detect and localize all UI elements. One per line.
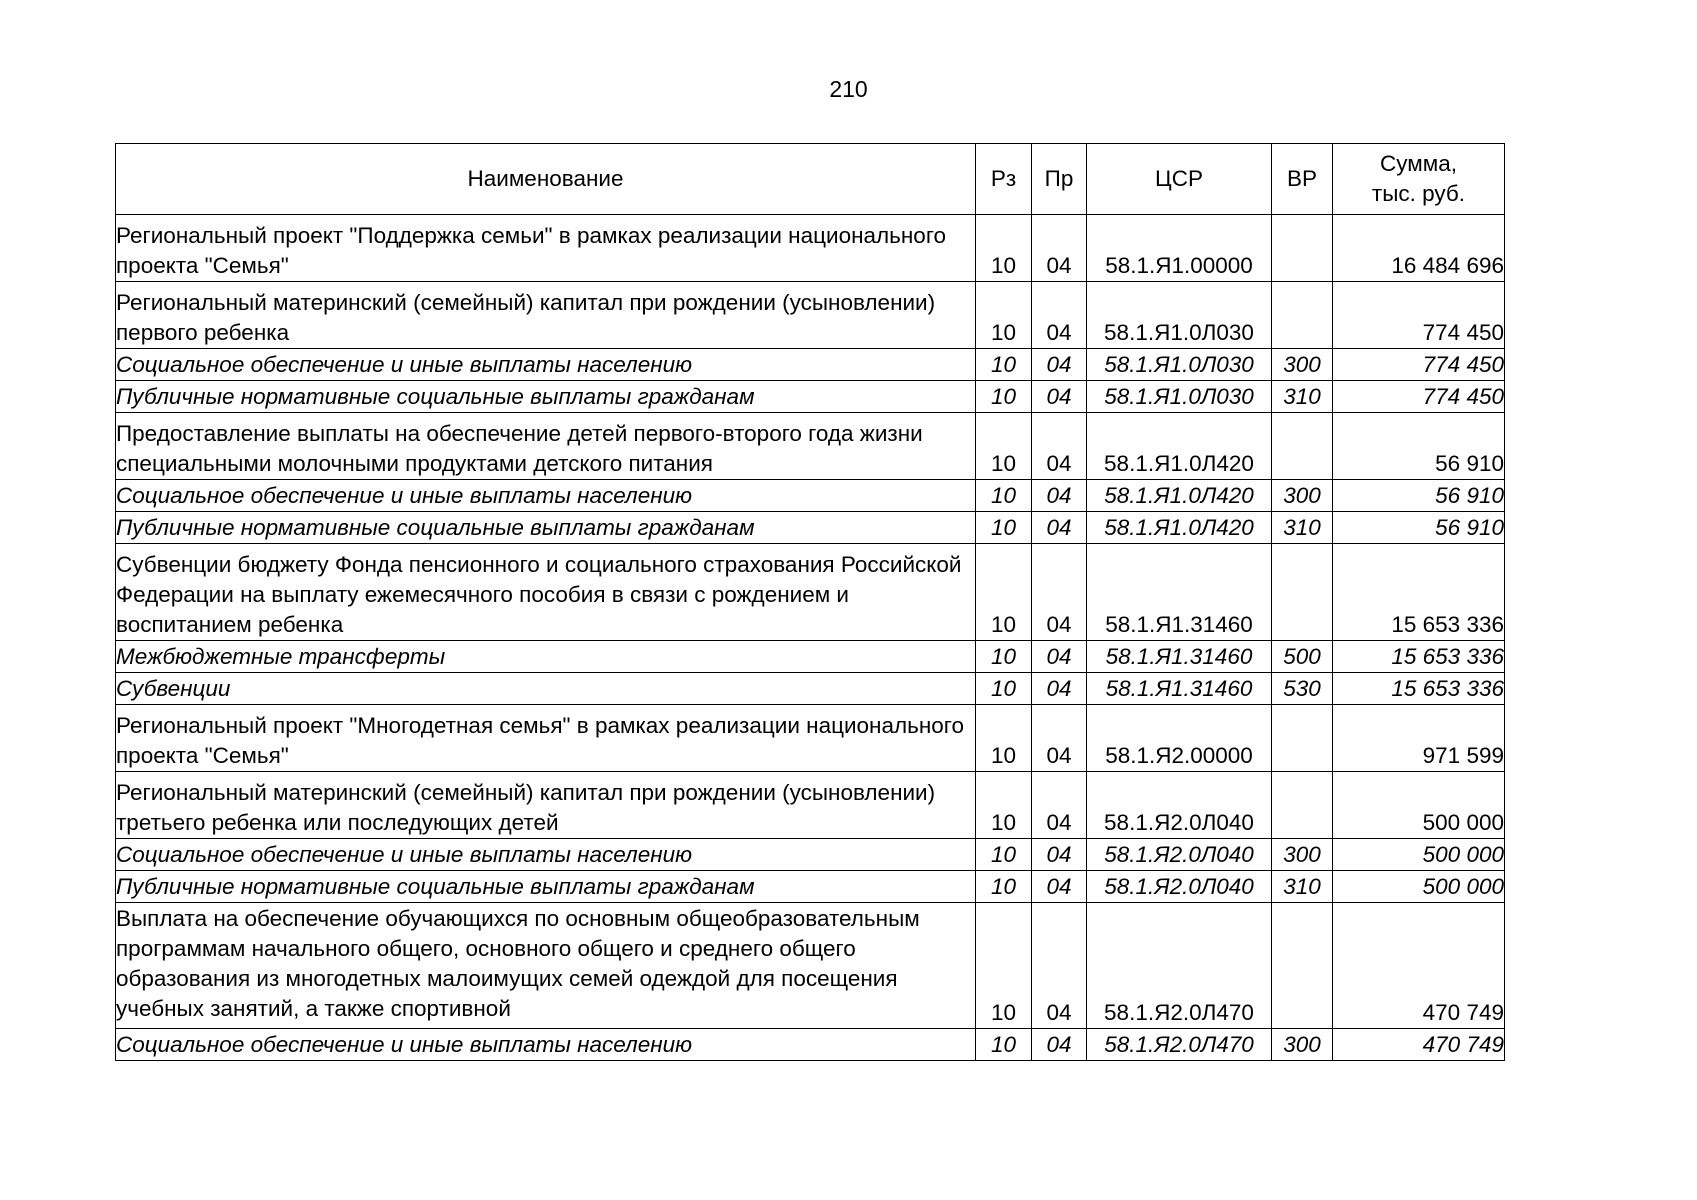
row-csr: 58.1.Я1.31460 [1087, 544, 1272, 641]
row-csr: 58.1.Я1.0Л030 [1087, 381, 1272, 413]
table-row [116, 282, 1505, 349]
row-vr [1272, 413, 1333, 480]
header-vr: ВР [1272, 144, 1333, 215]
table-row [116, 839, 1505, 871]
row-csr: 58.1.Я1.0Л030 [1087, 282, 1272, 349]
row-csr: 58.1.Я1.0Л420 [1087, 512, 1272, 544]
row-rz: 10 [976, 215, 1032, 282]
row-pr: 04 [1032, 705, 1087, 772]
row-vr: 500 [1272, 641, 1333, 673]
row-vr [1272, 705, 1333, 772]
table-row [116, 349, 1505, 381]
row-name: Предоставление выплаты на обеспечение детей первого-второго года жизни специальными молочными продуктами детского питания [116, 413, 976, 480]
table-header-row [116, 144, 1505, 215]
row-pr: 04 [1032, 641, 1087, 673]
header-name: Наименование [116, 144, 976, 215]
row-pr: 04 [1032, 544, 1087, 641]
row-vr [1272, 772, 1333, 839]
row-sum: 56 910 [1333, 480, 1505, 512]
row-csr: 58.1.Я1.31460 [1087, 673, 1272, 705]
row-vr: 310 [1272, 871, 1333, 903]
row-csr: 58.1.Я1.31460 [1087, 641, 1272, 673]
row-name-cell [116, 903, 976, 1029]
header-rz: Рз [976, 144, 1032, 215]
table-row [116, 544, 1505, 641]
row-name: Межбюджетные трансферты [116, 641, 976, 673]
row-sum: 56 910 [1333, 413, 1505, 480]
row-sum: 971 599 [1333, 705, 1505, 772]
table-row [116, 413, 1505, 480]
row-name: Субвенции [116, 673, 976, 705]
row-csr: 58.1.Я2.0Л470 [1087, 903, 1272, 1029]
row-pr: 04 [1032, 673, 1087, 705]
row-name: Региональный проект "Поддержка семьи" в рамках реализации национального проекта "Семья" [116, 215, 976, 282]
table-row [116, 871, 1505, 903]
row-sum: 774 450 [1333, 282, 1505, 349]
row-rz: 10 [976, 772, 1032, 839]
row-name: Социальное обеспечение и иные выплаты населению [116, 480, 976, 512]
header-sum [1333, 144, 1505, 215]
row-vr: 530 [1272, 673, 1333, 705]
row-name: Социальное обеспечение и иные выплаты населению [116, 1029, 976, 1061]
row-pr: 04 [1032, 413, 1087, 480]
row-pr: 04 [1032, 282, 1087, 349]
row-rz: 10 [976, 839, 1032, 871]
row-csr: 58.1.Я1.0Л030 [1087, 349, 1272, 381]
row-rz: 10 [976, 544, 1032, 641]
row-vr [1272, 903, 1333, 1029]
row-vr: 310 [1272, 512, 1333, 544]
row-csr: 58.1.Я1.0Л420 [1087, 413, 1272, 480]
row-rz: 10 [976, 512, 1032, 544]
row-pr: 04 [1032, 349, 1087, 381]
row-name: Социальное обеспечение и иные выплаты населению [116, 839, 976, 871]
table-row [116, 673, 1505, 705]
row-vr [1272, 215, 1333, 282]
row-name: Выплата на обеспечение обучающихся по основным общеобразовательным программам начального общего, основного общего и среднего общего образования из многодетных малоимущих семей одеждой для посещения учебных занятий, а также спортивной [116, 906, 920, 1021]
row-csr: 58.1.Я2.0Л040 [1087, 839, 1272, 871]
row-pr: 04 [1032, 903, 1087, 1029]
row-sum: 15 653 336 [1333, 544, 1505, 641]
row-sum: 774 450 [1333, 349, 1505, 381]
row-rz: 10 [976, 903, 1032, 1029]
row-rz: 10 [976, 641, 1032, 673]
header-pr: Пр [1032, 144, 1087, 215]
row-rz: 10 [976, 1029, 1032, 1061]
row-csr: 58.1.Я2.0Л470 [1087, 1029, 1272, 1061]
budget-table [115, 143, 1505, 1061]
row-pr: 04 [1032, 839, 1087, 871]
row-sum: 15 653 336 [1333, 641, 1505, 673]
table-row [116, 641, 1505, 673]
header-csr: ЦСР [1087, 144, 1272, 215]
row-pr: 04 [1032, 1029, 1087, 1061]
header-sum-line2: тыс. руб. [1371, 181, 1466, 206]
header-sum-line1: Сумма, [1380, 151, 1457, 176]
table-row [116, 705, 1505, 772]
row-rz: 10 [976, 871, 1032, 903]
row-name: Региональный материнский (семейный) капитал при рождении (усыновлении) третьего ребенка или последующих детей [116, 772, 976, 839]
row-pr: 04 [1032, 215, 1087, 282]
row-sum: 500 000 [1333, 871, 1505, 903]
row-name: Публичные нормативные социальные выплаты гражданам [116, 512, 976, 544]
row-rz: 10 [976, 381, 1032, 413]
row-sum: 470 749 [1333, 1029, 1505, 1061]
row-rz: 10 [976, 705, 1032, 772]
table-row [116, 381, 1505, 413]
row-name: Публичные нормативные социальные выплаты гражданам [116, 871, 976, 903]
row-rz: 10 [976, 480, 1032, 512]
row-sum: 774 450 [1333, 381, 1505, 413]
row-pr: 04 [1032, 772, 1087, 839]
table-row [116, 903, 1505, 1029]
row-pr: 04 [1032, 480, 1087, 512]
row-name: Региональный проект "Многодетная семья" в рамках реализации национального проекта "Семья" [116, 705, 976, 772]
table-row [116, 1029, 1505, 1061]
row-vr [1272, 282, 1333, 349]
row-name: Региональный материнский (семейный) капитал при рождении (усыновлении) первого ребенка [116, 282, 976, 349]
table-row [116, 480, 1505, 512]
row-vr: 300 [1272, 480, 1333, 512]
row-csr: 58.1.Я1.00000 [1087, 215, 1272, 282]
row-vr: 310 [1272, 381, 1333, 413]
row-csr: 58.1.Я2.0Л040 [1087, 871, 1272, 903]
table-row [116, 215, 1505, 282]
row-sum: 56 910 [1333, 512, 1505, 544]
row-sum: 16 484 696 [1333, 215, 1505, 282]
row-sum: 470 749 [1333, 903, 1505, 1029]
row-rz: 10 [976, 282, 1032, 349]
row-sum: 500 000 [1333, 839, 1505, 871]
row-csr: 58.1.Я2.0Л040 [1087, 772, 1272, 839]
table-row [116, 772, 1505, 839]
row-csr: 58.1.Я2.00000 [1087, 705, 1272, 772]
row-rz: 10 [976, 349, 1032, 381]
row-name: Субвенции бюджету Фонда пенсионного и социального страхования Российской Федерации на выплату ежемесячного пособия в связи с рождением и воспитанием ребенка [116, 544, 976, 641]
row-vr [1272, 544, 1333, 641]
row-sum: 15 653 336 [1333, 673, 1505, 705]
row-name: Социальное обеспечение и иные выплаты населению [116, 349, 976, 381]
row-vr: 300 [1272, 349, 1333, 381]
row-rz: 10 [976, 413, 1032, 480]
row-rz: 10 [976, 673, 1032, 705]
row-name: Публичные нормативные социальные выплаты гражданам [116, 381, 976, 413]
row-csr: 58.1.Я1.0Л420 [1087, 480, 1272, 512]
row-pr: 04 [1032, 381, 1087, 413]
row-vr: 300 [1272, 839, 1333, 871]
row-pr: 04 [1032, 871, 1087, 903]
row-sum: 500 000 [1333, 772, 1505, 839]
row-vr: 300 [1272, 1029, 1333, 1061]
page-number: 210 [829, 76, 868, 102]
table-row [116, 512, 1505, 544]
row-pr: 04 [1032, 512, 1087, 544]
